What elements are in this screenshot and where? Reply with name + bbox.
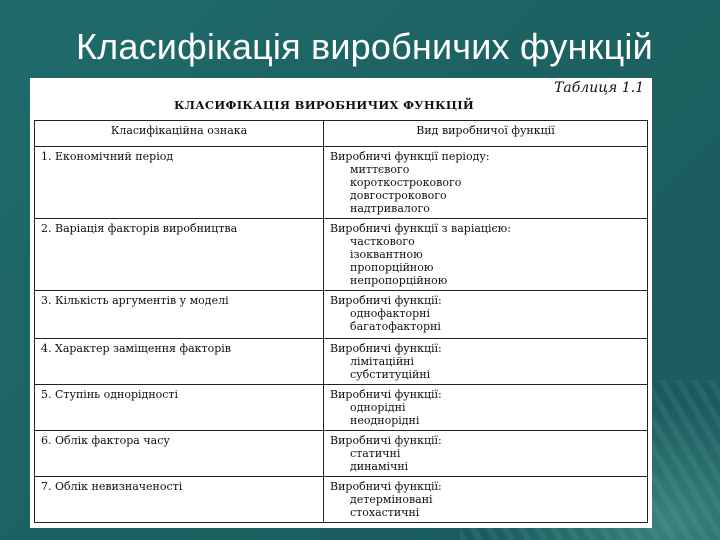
subtype: субституційні [350,368,431,381]
subtype: короткострокового [350,176,462,189]
table-row [35,431,648,477]
type-label: Виробничі функції з варіацією: [330,222,511,235]
type-label: Виробничі функції: [330,294,442,307]
subtype: ізоквантною [350,248,423,261]
type-cell [324,339,648,385]
header-feature: Класифікаційна ознака [35,121,324,147]
type-cell [324,431,648,477]
table-row [35,147,648,219]
subtype: динамічні [350,460,409,473]
type-cell [324,477,648,523]
table-row [35,219,648,291]
subtype: довгострокового [350,189,447,202]
subtype: часткового [350,235,415,248]
type-label: Виробничі функції: [330,388,442,401]
subtype: непропорційною [350,274,448,287]
feature-cell: 2. Варіація факторів виробництва [35,219,324,291]
subtype: стохастичні [350,506,420,519]
subtype: однорідні [350,401,406,414]
slide-title: Класифікація виробничих функцій [76,26,653,67]
feature-cell: 4. Характер заміщення факторів [35,339,324,385]
table-row [35,477,648,523]
type-cell [324,291,648,339]
type-cell [324,147,648,219]
type-cell [324,219,648,291]
subtype: лімітаційні [350,355,414,368]
subtype: миттєвого [350,163,410,176]
subtype: багатофакторні [350,320,441,333]
subtype: однофакторні [350,307,430,320]
subtype: детерміновані [350,493,433,506]
subtype: неоднорідні [350,414,420,427]
feature-cell: 7. Облік невизначеності [35,477,324,523]
table-label: Таблиця 1.1 [554,80,644,96]
header-type: Вид виробничої функції [324,121,648,147]
type-label: Виробничі функції періоду: [330,150,490,163]
table-header-row [35,121,648,147]
type-label: Виробничі функції: [330,434,442,447]
subtype: надтривалого [350,202,430,215]
type-label: Виробничі функції: [330,480,442,493]
document-image [30,78,652,528]
feature-cell: 3. Кількість аргументів у моделі [35,291,324,339]
classification-table [34,120,648,523]
table-row [35,291,648,339]
feature-cell: 5. Ступінь однорідності [35,385,324,431]
subtype: пропорційною [350,261,434,274]
type-label: Виробничі функції: [330,342,442,355]
table-title: КЛАСИФІКАЦІЯ ВИРОБНИЧИХ ФУНКЦІЙ [174,98,475,112]
table-row [35,385,648,431]
feature-cell: 1. Економічний період [35,147,324,219]
type-cell [324,385,648,431]
subtype: статичні [350,447,401,460]
feature-cell: 6. Облік фактора часу [35,431,324,477]
table-row [35,339,648,385]
